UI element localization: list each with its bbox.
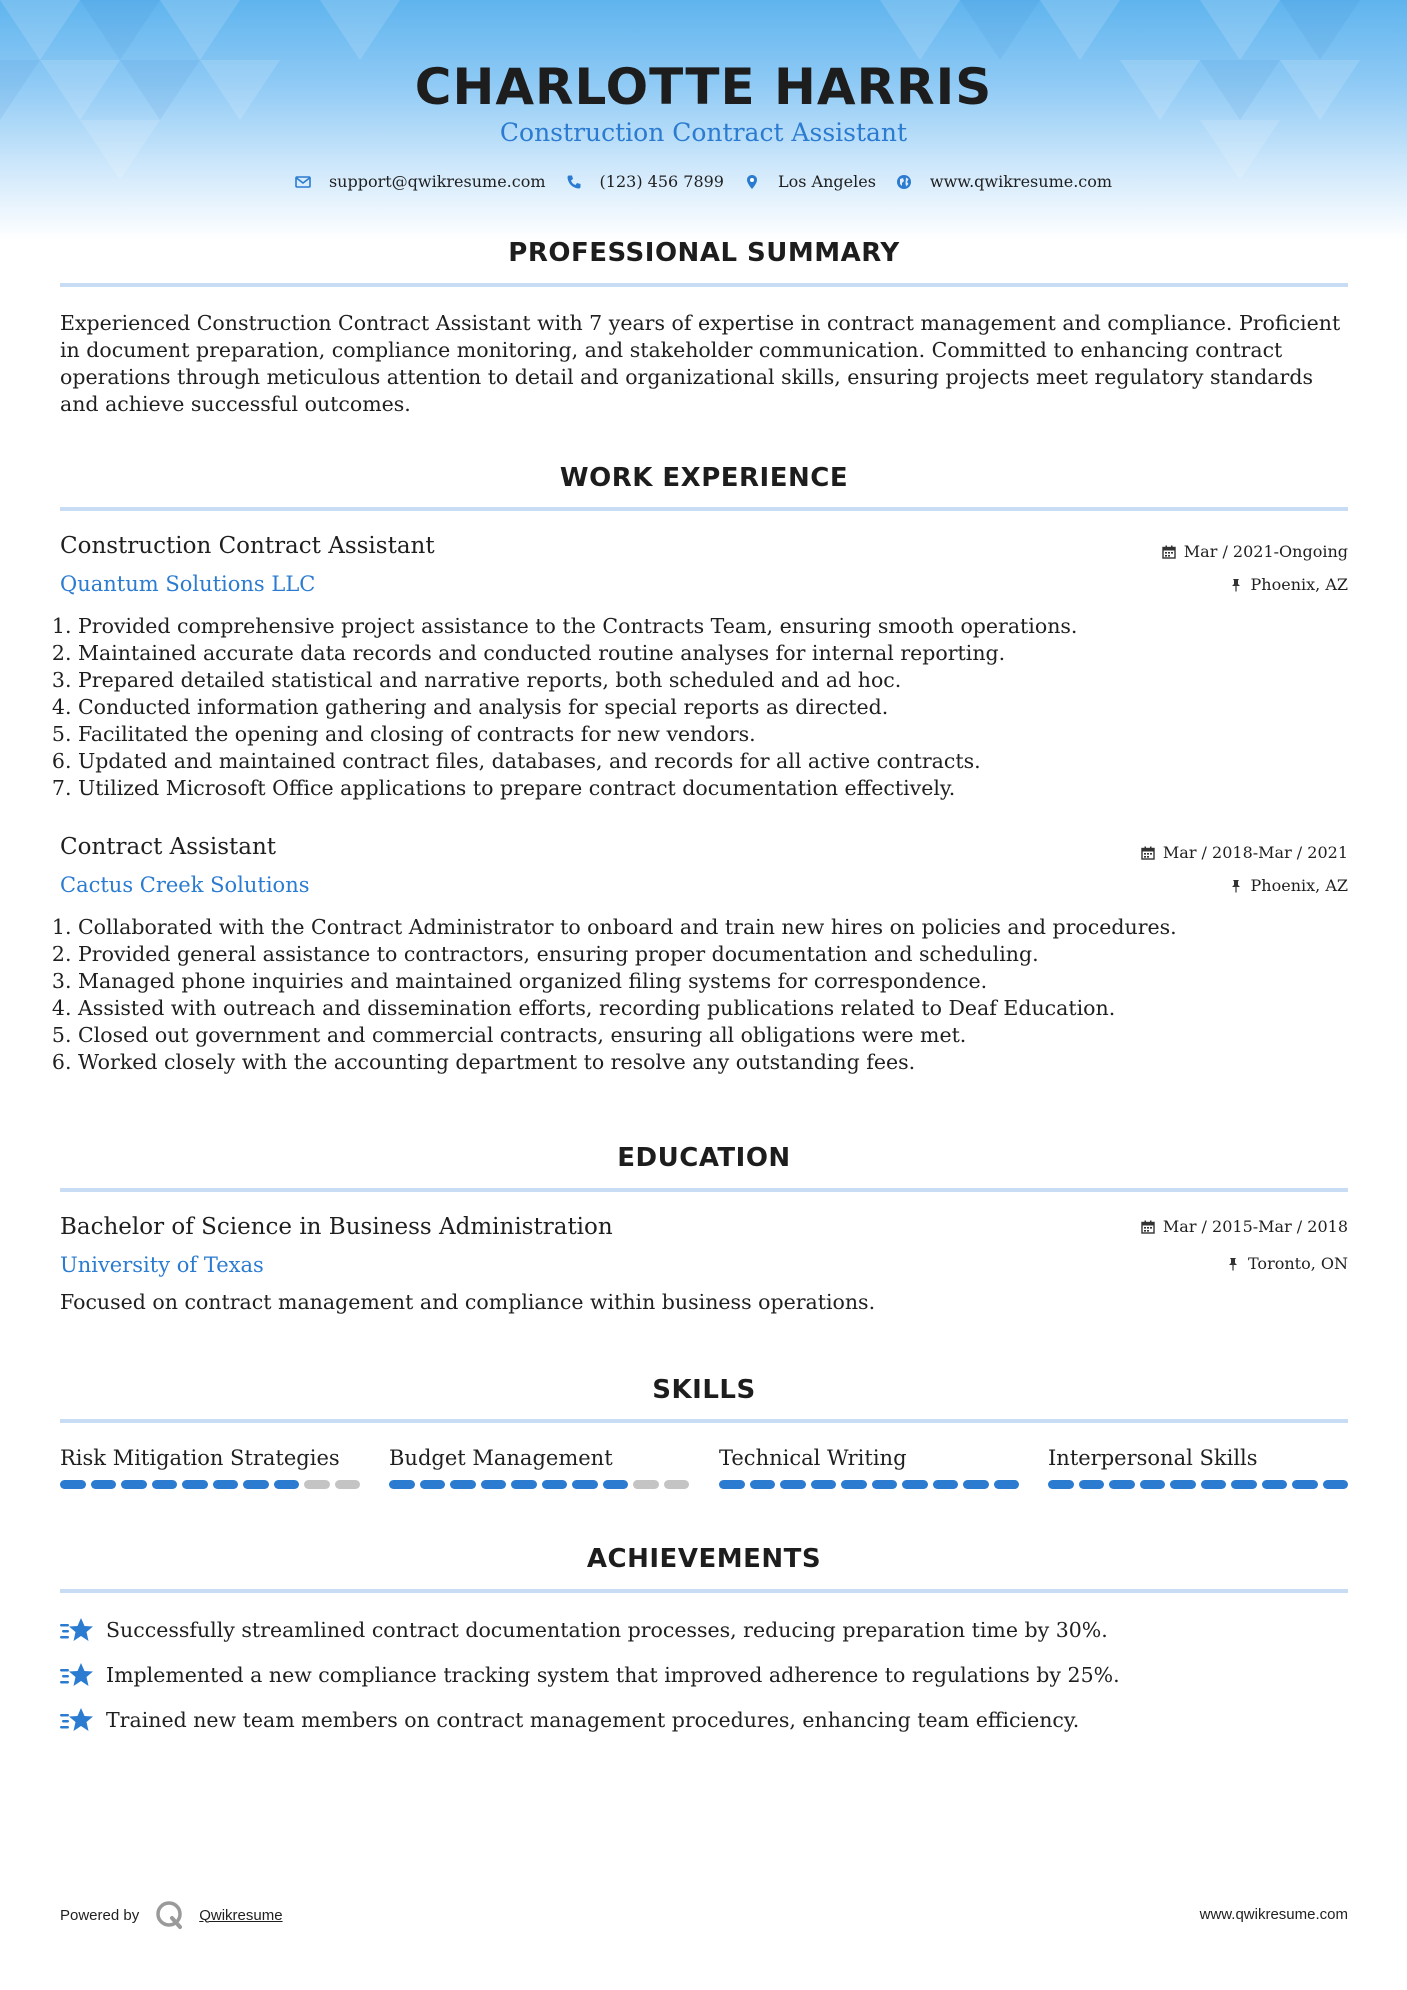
skill-level-bar (719, 1480, 1019, 1489)
skill-segment-empty (304, 1480, 330, 1489)
skill-segment-filled (60, 1480, 86, 1489)
achievement-text: Successfully streamlined contract documentation processes, reducing preparation time by 30%. (106, 1618, 1108, 1642)
job-dates-text: Mar / 2018-Mar / 2021 (1162, 843, 1348, 862)
summary-divider (60, 283, 1348, 287)
skill-segment-filled (511, 1480, 537, 1489)
achievement-item (60, 1661, 1120, 1689)
skill-segment-filled (872, 1480, 898, 1489)
skill-segment-empty (335, 1480, 361, 1489)
skill-segment-filled (420, 1480, 446, 1489)
job-title: Construction Contract Assistant (60, 533, 435, 559)
list-item: 4. Conducted information gathering and analysis for special reports as directed. (78, 694, 1338, 721)
job-location (1229, 575, 1348, 594)
skill-segment-filled (542, 1480, 568, 1489)
list-item: 1. Provided comprehensive project assistance to the Contracts Team, ensuring smooth operations. (78, 613, 1338, 640)
star-icon (60, 1616, 94, 1644)
contact-phone-text: (123) 456 7899 (599, 172, 724, 191)
skill-segment-filled (152, 1480, 178, 1489)
summary-text: Experienced Construction Contract Assistant with 7 years of expertise in contract management and compliance. Proficient in document preparation, compliance monitoring, and stakeholder communication. Committed to enhancing contract operations through meticulous attention to detail and organizational skills, ensuring projects meet regulatory standards and achieve successful outcomes. (60, 311, 1341, 416)
contact-location-text: Los Angeles (777, 172, 876, 191)
skill-segment-empty (633, 1480, 659, 1489)
job-location-text: Phoenix, AZ (1250, 876, 1348, 895)
list-item: 2. Provided general assistance to contractors, ensuring proper documentation and scheduling. (78, 941, 1338, 968)
education-description: Focused on contract management and compliance within business operations. (60, 1290, 876, 1314)
achievement-item (60, 1706, 1079, 1734)
job-location-text: Phoenix, AZ (1250, 575, 1348, 594)
job-company: Cactus Creek Solutions (60, 873, 310, 897)
achievement-item (60, 1616, 1108, 1644)
calendar-icon (1162, 545, 1176, 559)
candidate-name: CHARLOTTE HARRIS (414, 58, 993, 116)
skill-level-bar (389, 1480, 689, 1489)
phone-icon (566, 174, 582, 190)
education-dates (1141, 1217, 1348, 1236)
skill-segment-filled (933, 1480, 959, 1489)
degree-title: Bachelor of Science in Business Administration (60, 1214, 613, 1240)
qwikresume-link[interactable]: Qwikresume (199, 1906, 283, 1924)
skill-segment-filled (841, 1480, 867, 1489)
skill-segment-filled (274, 1480, 300, 1489)
skill-item (60, 1446, 360, 1489)
skill-segment-filled (780, 1480, 806, 1489)
list-item: 5. Closed out government and commercial contracts, ensuring all obligations were met. (78, 1022, 1338, 1049)
skills-divider (60, 1419, 1348, 1423)
skill-segment-filled (1170, 1480, 1196, 1489)
star-icon (60, 1661, 94, 1689)
skill-segment-filled (811, 1480, 837, 1489)
education-location (1226, 1254, 1348, 1273)
footer-powered-by (60, 1900, 283, 1930)
education-heading: EDUCATION (617, 1143, 791, 1173)
skill-segment-filled (750, 1480, 776, 1489)
job-location (1229, 876, 1348, 895)
skill-item (719, 1446, 1019, 1489)
skill-segment-filled (389, 1480, 415, 1489)
skill-segment-filled (121, 1480, 147, 1489)
skill-segment-filled (91, 1480, 117, 1489)
candidate-role: Construction Contract Assistant (499, 118, 908, 147)
footer-website-link[interactable]: www.qwikresume.com (1199, 1906, 1348, 1923)
powered-by-label: Powered by (60, 1906, 140, 1924)
job-dates (1162, 542, 1348, 561)
qwikresume-logo-icon (155, 1900, 185, 1930)
list-item: 3. Prepared detailed statistical and narrative reports, both scheduled and ad hoc. (78, 667, 1338, 694)
pushpin-icon (1229, 879, 1243, 893)
skill-segment-filled (481, 1480, 507, 1489)
school-name: University of Texas (60, 1253, 264, 1277)
skill-item (1048, 1446, 1348, 1489)
list-item: 6. Updated and maintained contract files, databases, and records for all active contracts. (78, 748, 1338, 775)
contact-phone[interactable] (566, 172, 724, 191)
skill-segment-filled (572, 1480, 598, 1489)
job-title: Contract Assistant (60, 834, 277, 860)
contact-location (744, 172, 876, 191)
calendar-icon (1141, 1220, 1155, 1234)
skill-name: Technical Writing (719, 1446, 907, 1470)
calendar-icon (1141, 846, 1155, 860)
contact-website-text: www.qwikresume.com (929, 172, 1113, 191)
job-dates-text: Mar / 2021-Ongoing (1183, 542, 1348, 561)
skill-segment-filled (1262, 1480, 1288, 1489)
list-item: 6. Worked closely with the accounting department to resolve any outstanding fees. (78, 1049, 1338, 1076)
skill-segment-filled (719, 1480, 745, 1489)
job-company: Quantum Solutions LLC (60, 572, 316, 596)
job-responsibilities (60, 613, 1338, 802)
list-item: 2. Maintained accurate data records and conducted routine analyses for internal reporting. (78, 640, 1338, 667)
skill-level-bar (1048, 1480, 1348, 1489)
contact-bar (0, 172, 1407, 191)
globe-icon (896, 174, 912, 190)
resume-header (0, 0, 1407, 240)
contact-email[interactable] (295, 172, 546, 191)
achievements-divider (60, 1589, 1348, 1593)
skill-segment-filled (1323, 1480, 1349, 1489)
skill-segment-filled (603, 1480, 629, 1489)
skill-segment-filled (1109, 1480, 1135, 1489)
star-icon (60, 1706, 94, 1734)
achievement-text: Trained new team members on contract management procedures, enhancing team efficiency. (106, 1708, 1080, 1732)
list-item: 3. Managed phone inquiries and maintained organized filing systems for correspondence. (78, 968, 1338, 995)
achievement-text: Implemented a new compliance tracking system that improved adherence to regulations by 25%. (106, 1663, 1120, 1687)
list-item: 4. Assisted with outreach and dissemination efforts, recording publications related to Deaf Education. (78, 995, 1338, 1022)
skill-segment-filled (963, 1480, 989, 1489)
skill-segment-filled (243, 1480, 269, 1489)
summary-heading: PROFESSIONAL SUMMARY (508, 238, 900, 268)
education-dates-text: Mar / 2015-Mar / 2018 (1162, 1217, 1348, 1236)
achievements-heading: ACHIEVEMENTS (586, 1544, 822, 1574)
skill-segment-filled (902, 1480, 928, 1489)
skill-segment-empty (664, 1480, 690, 1489)
skill-segment-filled (1231, 1480, 1257, 1489)
pushpin-icon (1226, 1257, 1240, 1271)
skill-segment-filled (1048, 1480, 1074, 1489)
skill-level-bar (60, 1480, 360, 1489)
envelope-icon (295, 174, 311, 190)
skill-segment-filled (1292, 1480, 1318, 1489)
map-pin-icon (744, 174, 760, 190)
job-responsibilities (60, 914, 1338, 1076)
pushpin-icon (1229, 578, 1243, 592)
skills-heading: SKILLS (652, 1375, 756, 1405)
experience-divider (60, 507, 1348, 511)
skill-segment-filled (213, 1480, 239, 1489)
list-item: 5. Facilitated the opening and closing of contracts for new vendors. (78, 721, 1338, 748)
skill-segment-filled (1201, 1480, 1227, 1489)
contact-website[interactable] (896, 172, 1112, 191)
job-dates (1141, 843, 1348, 862)
skill-item (389, 1446, 689, 1489)
skill-name: Interpersonal Skills (1048, 1446, 1258, 1470)
skill-segment-filled (994, 1480, 1020, 1489)
skill-segment-filled (450, 1480, 476, 1489)
skill-name: Risk Mitigation Strategies (60, 1446, 340, 1470)
list-item: 7. Utilized Microsoft Office applications to prepare contract documentation effectively. (78, 775, 1338, 802)
education-location-text: Toronto, ON (1248, 1254, 1348, 1273)
experience-heading: WORK EXPERIENCE (559, 463, 849, 493)
contact-email-text: support@qwikresume.com (328, 172, 546, 191)
skill-segment-filled (1079, 1480, 1105, 1489)
list-item: 1. Collaborated with the Contract Administrator to onboard and train new hires on policies and procedures. (78, 914, 1338, 941)
skill-segment-filled (1140, 1480, 1166, 1489)
education-divider (60, 1188, 1348, 1192)
skill-name: Budget Management (389, 1446, 613, 1470)
skill-segment-filled (182, 1480, 208, 1489)
